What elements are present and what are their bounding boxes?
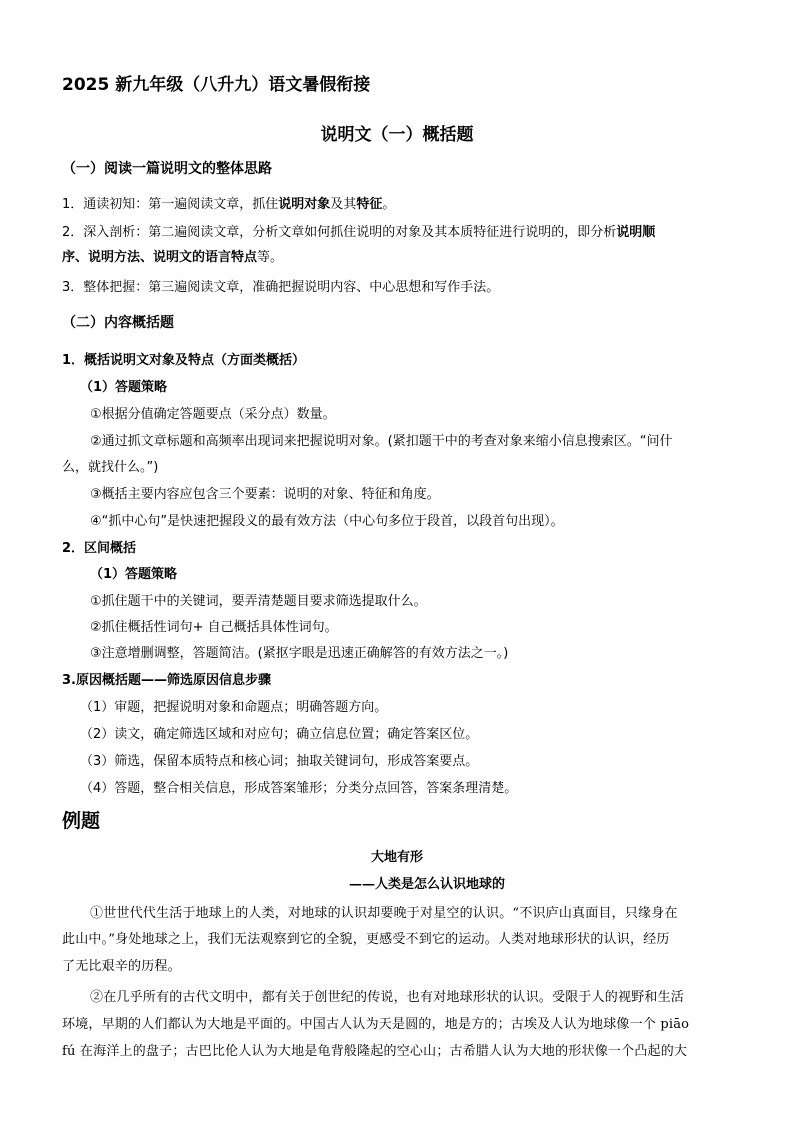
section1-item1: [62, 193, 395, 212]
article-title: 大地有形: [370, 850, 423, 865]
example-heading: 例题: [62, 810, 101, 832]
article-line: 此山中。”身处地球之上，我们无法观察到它的全貌，更感受不到它的运动。人类对地球形状的认识，经历: [62, 932, 670, 947]
item1-keyword-feature: 特征: [356, 197, 383, 212]
article-line: 了无比艰辛的历程。: [62, 959, 181, 974]
part1-point: ④“抓中心句”是快速把握段义的最有效方法（中心句多位于段首，以段首句出现）。: [90, 514, 564, 529]
item1-text-end: 。: [382, 197, 396, 212]
part3-step: （4）答题，整合相关信息，形成答案雏形；分类分点回答，答案条理清楚。: [80, 781, 518, 796]
article-line: 环境，早期的人们都认为大地是平面的。中国古人认为天是圆的，地是方的；古埃及人认为地球像一个 piāo: [62, 1017, 690, 1032]
item2-keyword-1: 说明顺: [616, 225, 656, 240]
section1-item2-line2: [62, 246, 283, 265]
part2-title: 2．区间概括: [62, 541, 137, 556]
part3-step: （2）读文，确定筛选区域和对应句；确立信息位置；确定答案区位。: [80, 727, 479, 742]
item1-text: 1．通读初知：第一遍阅读文章，抓住: [62, 197, 279, 212]
part2-point: ①抓住题干中的关键词，要弄清楚题目要求筛选提取什么。: [90, 594, 427, 609]
part1-point-continued: 么，就找什么。”): [62, 460, 159, 475]
part1-point: ②通过抓文章标题和高频率出现词来把握说明对象。(紧扣题干中的考查对象来缩小信息搜索区。“问什: [90, 434, 673, 449]
section1-item2-line1: [62, 221, 655, 240]
part3-title: 3.原因概括题——筛选原因信息步骤: [62, 673, 271, 688]
article-line: ②在几乎所有的古代文明中，都有关于创世纪的传说，也有对地球形状的认识。受限于人的视野和生活: [90, 990, 685, 1005]
item2-text: 2．深入剖析：第二遍阅读文章，分析文章如何抓住说明的对象及其本质特征进行说明的，即分析: [62, 225, 617, 240]
section1-item3: 3．整体把握：第三遍阅读文章，准确把握说明内容、中心思想和写作手法。: [62, 280, 500, 295]
part1-title: 1．概括说明文对象及特点（方面类概括）: [62, 353, 306, 368]
part3-step: （3）筛选，保留本质特点和核心词；抽取关键词句，形成答案要点。: [80, 754, 479, 769]
item1-text-mid: 及其: [330, 197, 357, 212]
item2-text-end: 等。: [257, 250, 284, 265]
article-line: ①世世代代生活于地球上的人类，对地球的认识却要晚于对星空的认识。“不识庐山真面目，只缘身在: [90, 906, 678, 921]
section1-heading: （一）阅读一篇说明文的整体思路: [62, 161, 272, 177]
article-subtitle: ——人类是怎么认识地球的: [348, 877, 505, 892]
part2-point: ②抓住概括性词句+ 自己概括具体性词句。: [90, 620, 338, 635]
part1-point: ①根据分值确定答题要点（采分点）数量。: [90, 407, 336, 422]
part1-strategy: （1）答题策略: [80, 380, 168, 395]
article-line: fú 在海洋上的盘子；古巴比伦人认为大地是龟背般隆起的空心山；古希腊人认为大地的形状像一个凸起的大: [62, 1044, 688, 1059]
document-title: 2025 新九年级（八升九）语文暑假衔接: [62, 75, 371, 95]
part3-step: （1）审题，把握说明对象和命题点；明确答题方向。: [80, 700, 388, 715]
part2-point: ③注意增删调整，答题简洁。(紧抠字眼是迅速正确解答的有效方法之一。): [90, 646, 509, 661]
part1-point: ③概括主要内容应包含三个要素：说明的对象、特征和角度。: [90, 487, 440, 502]
item2-keyword-2: 序、说明方法、说明文的语言特点: [62, 250, 258, 265]
section2-heading: （二）内容概括题: [62, 315, 174, 331]
item1-keyword-object: 说明对象: [278, 197, 331, 212]
lesson-title: 说明文（一）概括题: [320, 125, 474, 145]
part2-strategy: （1）答题策略: [90, 567, 178, 582]
